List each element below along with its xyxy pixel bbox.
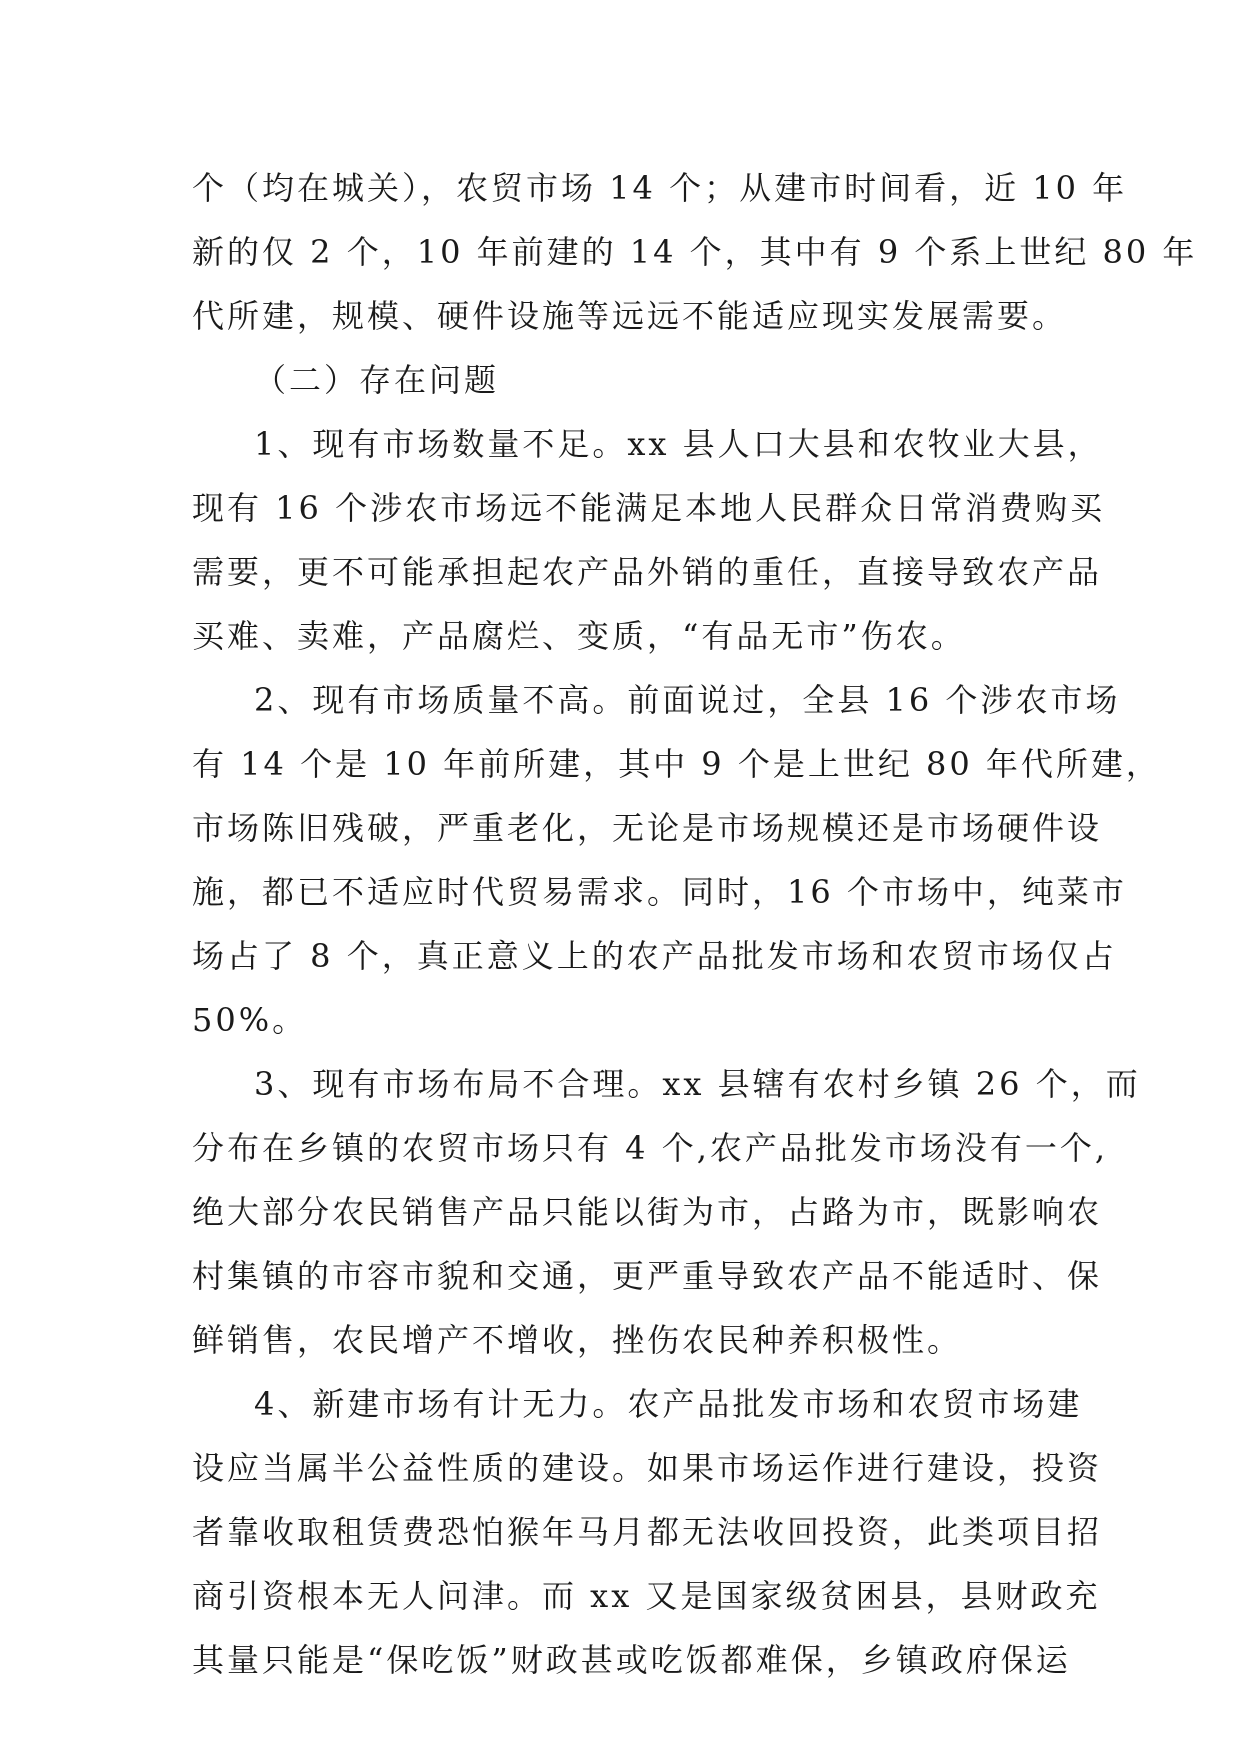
paragraph-line: 场占了 8 个，真正意义上的农产品批发市场和农贸市场仅占	[192, 937, 1117, 975]
paragraph-line: 买难、卖难，产品腐烂、变质，“有品无市”伤农。	[192, 617, 966, 655]
paragraph-line: 3、现有市场布局不合理。xx 县辖有农村乡镇 26 个，而	[254, 1065, 1141, 1103]
paragraph-line: 50%。	[192, 1001, 308, 1039]
paragraph-line: 新的仅 2 个，10 年前建的 14 个，其中有 9 个系上世纪 80 年	[192, 233, 1198, 271]
section-heading	[192, 348, 1052, 412]
issue-4-paragraph	[192, 1372, 1103, 1692]
issue-1-paragraph	[192, 412, 1106, 668]
paragraph-line: 其量只能是“保吃饭”财政甚或吃饭都难保，乡镇政府保运	[192, 1641, 1071, 1679]
paragraph-line: 市场陈旧残破，严重老化，无论是市场规模还是市场硬件设	[192, 809, 1103, 847]
document-body	[192, 156, 1198, 1692]
paragraph-line: 设应当属半公益性质的建设。如果市场运作进行建设，投资	[192, 1449, 1103, 1487]
paragraph-line: 村集镇的市容市貌和交通，更严重导致农产品不能适时、保	[192, 1257, 1103, 1295]
issue-3-paragraph	[192, 1052, 1141, 1372]
paragraph-line: 施，都已不适应时代贸易需求。同时，16 个市场中，纯菜市	[192, 873, 1127, 911]
paragraph-line: 商引资根本无人问津。而 xx 又是国家级贫困县，县财政充	[192, 1577, 1101, 1615]
issue-2-paragraph	[192, 668, 1161, 1052]
paragraph-line: 鲜销售，农民增产不增收，挫伤农民种养积极性。	[192, 1321, 963, 1359]
paragraph-line: 者靠收取租赁费恐怕猴年马月都无法收回投资，此类项目招	[192, 1513, 1103, 1551]
paragraph-line: 绝大部分农民销售产品只能以街为市，占路为市，既影响农	[192, 1193, 1103, 1231]
paragraph-line: 4、新建市场有计无力。农产品批发市场和农贸市场建	[254, 1385, 1083, 1423]
section-heading-text: （二）存在问题	[254, 361, 500, 399]
paragraph-line: 现有 16 个涉农市场远不能满足本地人民群众日常消费购买	[192, 489, 1106, 527]
paragraph-line: 需要，更不可能承担起农产品外销的重任，直接导致农产品	[192, 553, 1103, 591]
paragraph-line: 有 14 个是 10 年前所建，其中 9 个是上世纪 80 年代所建，	[192, 745, 1161, 783]
paragraph-line: 1、现有市场数量不足。xx 县人口大县和农牧业大县，	[254, 425, 1103, 463]
paragraph-line: 分布在乡镇的农贸市场只有 4 个,农产品批发市场没有一个,	[192, 1129, 1109, 1167]
paragraph-line: 2、现有市场质量不高。前面说过，全县 16 个涉农市场	[254, 681, 1121, 719]
paragraph-line: 个（均在城关），农贸市场 14 个；从建市时间看，近 10 年	[192, 169, 1128, 207]
intro-paragraph	[192, 156, 1198, 348]
paragraph-line: 代所建，规模、硬件设施等远远不能适应现实发展需要。	[192, 297, 1068, 335]
